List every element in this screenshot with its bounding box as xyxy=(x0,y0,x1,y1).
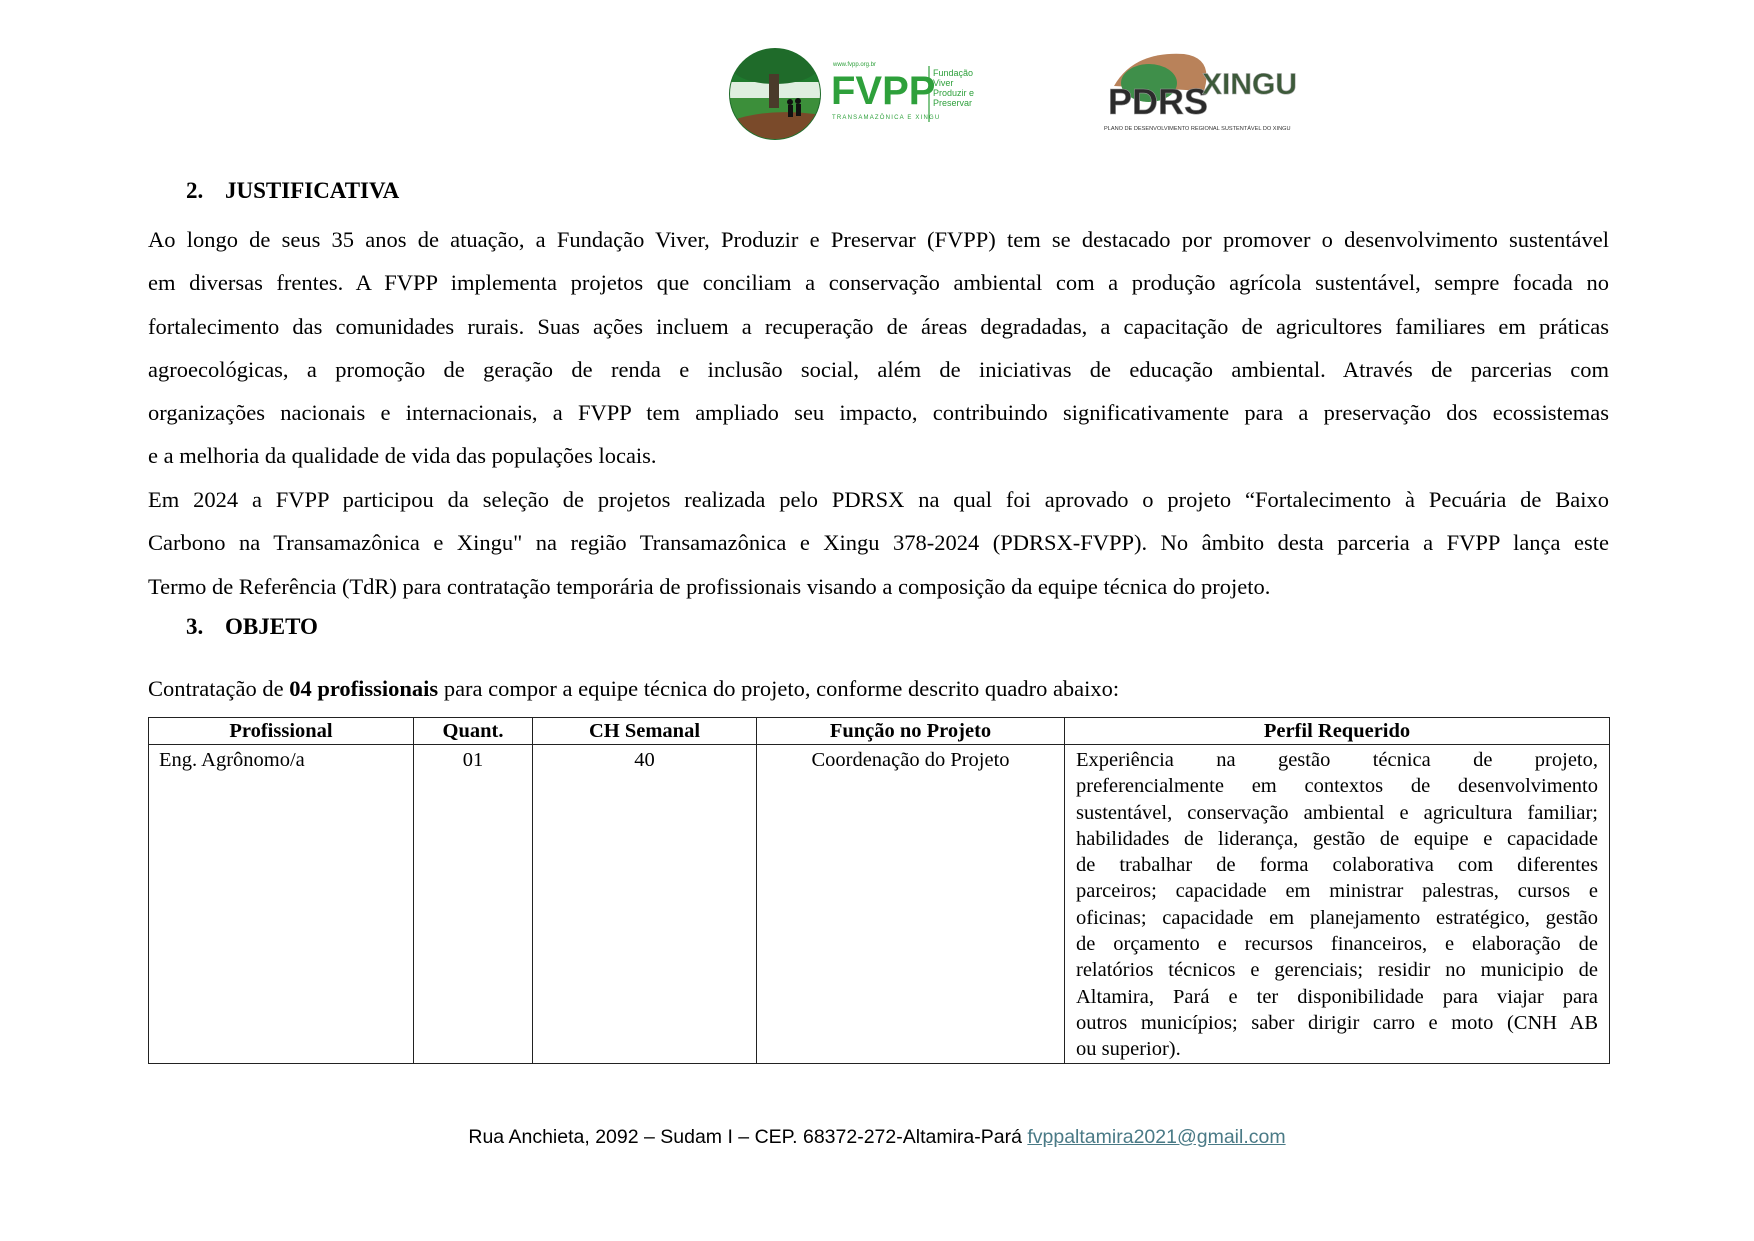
svg-text:Fundação: Fundação xyxy=(933,68,974,78)
footer-email-link[interactable]: fvppaltamira2021@gmail.com xyxy=(1027,1126,1286,1148)
fvpp-subtitle: TRANSAMAZÔNICA E XINGU xyxy=(832,115,941,121)
pdrs-subtitle: PLANO DE DESENVOLVIMENTO REGIONAL SUSTENTÁVEL DO XINGU xyxy=(1104,126,1291,132)
perfil-line: Experiência na gestão técnica de projeto, xyxy=(1076,749,1598,771)
section-heading-justificativa xyxy=(186,178,399,204)
cell-quant: 01 xyxy=(414,745,533,1064)
column-header-perfil: Perfil Requerido xyxy=(1065,718,1610,745)
svg-text:www.fvpp.org.br: www.fvpp.org.br xyxy=(833,62,877,68)
section-title: OBJETO xyxy=(225,614,318,639)
fvpp-wordmark: FVPP xyxy=(831,69,936,113)
pdrs-wordmark: PDRS xyxy=(1108,81,1209,122)
table-header-row xyxy=(149,718,1610,745)
cell-ch-semanal: 40 xyxy=(533,745,757,1064)
perfil-line: de trabalhar de forma colaborativa com diferentes xyxy=(1076,854,1598,877)
justificativa-paragraph-2 xyxy=(148,478,1609,608)
cell-funcao: Coordenação do Projeto xyxy=(757,745,1065,1064)
text-line: fortalecimento das comunidades rurais. Suas ações incluem a recuperação de áreas degradadas, a capacitação de agricultores familiares em práticas xyxy=(148,313,1609,339)
professionals-table xyxy=(148,717,1610,1064)
column-header-quant: Quant. xyxy=(414,718,533,745)
footer-address: Rua Anchieta, 2092 – Sudam I – CEP. 68372-272-Altamira-Pará xyxy=(468,1126,1022,1148)
perfil-line: Altamira, Pará e ter disponibilidade para viajar para xyxy=(1076,985,1598,1008)
section-number: 2. xyxy=(186,178,204,203)
text-line: Em 2024 a FVPP participou da seleção de projetos realizada pelo PDRSX na qual foi aprovado o projeto “Fortalecimento à Pecuária de Baixo xyxy=(148,487,1609,512)
column-header-ch-semanal: CH Semanal xyxy=(533,718,757,745)
perfil-line: oficinas; capacidade em planejamento estratégico, gestão xyxy=(1076,906,1598,929)
perfil-line: parceiros; capacidade em ministrar palestras, cursos e xyxy=(1076,880,1598,903)
svg-text:Produzir e: Produzir e xyxy=(933,88,975,98)
perfil-line: habilidades de liderança, gestão de equipe e capacidade xyxy=(1076,827,1598,850)
cell-perfil xyxy=(1065,745,1610,1064)
intro-count: 04 profissionais xyxy=(289,676,439,701)
page-footer xyxy=(0,1126,1754,1149)
section-number: 3. xyxy=(186,614,204,639)
perfil-line: preferencialmente em contextos de desenvolvimento xyxy=(1076,775,1598,798)
text-line: agroecológicas, a promoção de geração de renda e inclusão social, além de iniciativas de educação ambiental. Através de parcerias com xyxy=(148,356,1609,382)
text-line: e a melhoria da qualidade de vida das populações locais. xyxy=(148,443,657,469)
column-header-profissional: Profissional xyxy=(149,718,414,745)
perfil-line: ou superior). xyxy=(1076,1038,1181,1061)
justificativa-paragraph-1 xyxy=(148,218,1609,478)
perfil-line: de orçamento e recursos financeiros, e elaboração de xyxy=(1076,933,1598,956)
table-row xyxy=(149,745,1610,1064)
fvpp-logo xyxy=(728,44,978,144)
text-line: Ao longo de seus 35 anos de atuação, a Fundação Viver, Produzir e Preservar (FVPP) tem se destacado por promover o desenvolvimento sustentável xyxy=(148,227,1609,252)
xingu-wordmark: XINGU xyxy=(1202,68,1298,101)
cell-profissional: Eng. Agrônomo/a xyxy=(149,745,414,1064)
text-line: Termo de Referência (TdR) para contratação temporária de profissionais visando a composição da equipe técnica do projeto. xyxy=(148,573,1271,599)
section-heading-objeto xyxy=(186,614,318,640)
text-line: organizações nacionais e internacionais, a FVPP tem ampliado seu impacto, contribuindo significativamente para a preservação dos ecossistemas xyxy=(148,400,1609,426)
objeto-intro xyxy=(148,667,1609,710)
section-title: JUSTIFICATIVA xyxy=(225,178,400,203)
perfil-line: relatórios técnicos e gerenciais; residir no municipio de xyxy=(1076,959,1598,982)
pdrs-xingu-logo xyxy=(1104,46,1330,136)
perfil-line: sustentável, conservação ambiental e agricultura familiar; xyxy=(1076,801,1598,824)
text-line: em diversas frentes. A FVPP implementa projetos que conciliam a conservação ambiental com a produção agrícola sustentável, sempre focada no xyxy=(148,270,1609,296)
intro-text: Contratação de xyxy=(148,676,290,701)
perfil-line: outros municípios; saber dirigir carro e moto (CNH AB xyxy=(1076,1011,1598,1034)
column-header-funcao: Função no Projeto xyxy=(757,718,1065,745)
svg-text:Preservar: Preservar xyxy=(933,98,973,108)
svg-text:Viver: Viver xyxy=(933,78,954,88)
intro-text: para compor a equipe técnica do projeto, conforme descrito quadro abaixo: xyxy=(438,676,1120,701)
text-line: Carbono na Transamazônica e Xingu" na região Transamazônica e Xingu 378-2024 (PDRSX-FVPP). No âmbito desta parceria a FVPP lança este xyxy=(148,530,1609,556)
